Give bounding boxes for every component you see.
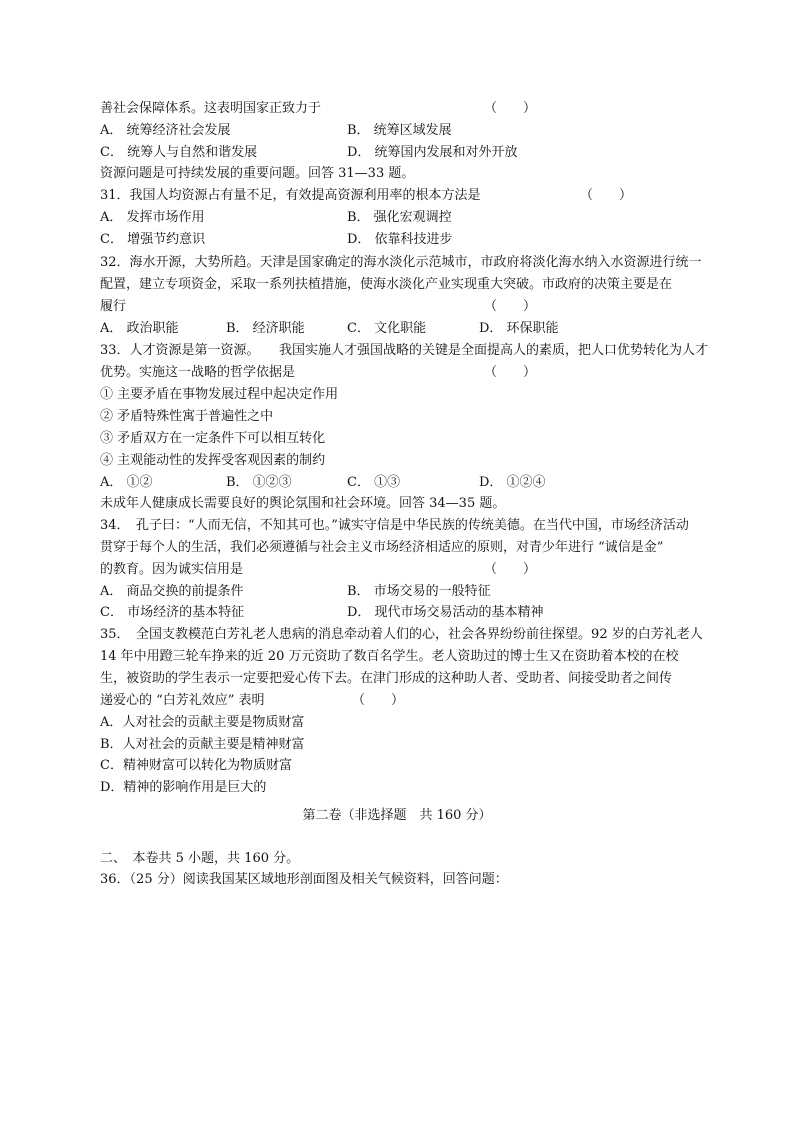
q33-option-b: B． ①②③ (226, 475, 292, 490)
q34-option-d: D． 现代市场交易活动的基本精神 (347, 605, 544, 620)
q32-stem-line2: 配置，建立专项资金，采取一系列扶植措施，使海水淡化产业实现重大突破。市政府的决策主要是在 (100, 277, 673, 292)
q32-answer-paren: （ ） (484, 299, 537, 314)
q32-option-b: B． 经济职能 (226, 321, 305, 336)
q31-stem: 31．我国人均资源占有量不足，有效提高资源利用率的根本方法是 (100, 188, 481, 203)
q30-option-b: B． 统筹区域发展 (347, 123, 452, 138)
q32-option-c: C． 文化职能 (347, 321, 427, 336)
q33-item-3: ③ 矛盾双方在一定条件下可以相互转化 (100, 431, 326, 446)
group-intro-31-33: 资源问题是可持续发展的重要问题。回答 31—33 题。 (100, 166, 415, 181)
q36-stem: 36．（25 分）阅读我国某区域地形剖面图及相关气候资料，回答问题： (100, 872, 508, 887)
q31-option-a: A． 发挥市场作用 (100, 210, 205, 225)
q31-option-b: B． 强化宏观调控 (347, 210, 452, 225)
q35-stem-line1: 35． 全国支教模范白芳礼老人患病的消息牵动着人们的心，社会各界纷纷前往探望。92 岁的白芳礼老人 (100, 627, 703, 642)
q32-option-a: A． 政治职能 (100, 321, 179, 336)
q34-answer-paren: （ ） (484, 562, 537, 577)
q35-stem-line4: 递爱心的 “白芳礼效应” 表明 (100, 693, 265, 708)
q34-stem-line1: 34． 孔子曰：“人而无信，不知其可也。”诚实守信是中华民族的传统美德。在当代中国，市场经济活动 (100, 518, 689, 533)
q34-option-b: B． 市场交易的一般特征 (347, 584, 491, 599)
q33-answer-paren: （ ） (484, 365, 537, 380)
q30-stem-continuation: 善社会保障体系。这表明国家正致力于 (100, 101, 322, 116)
q32-stem-line1: 32．海水开源，大势所趋。天津是国家确定的海水淡化示范城市，市政府将淡化海水纳入水资源进行统一 (100, 255, 702, 270)
part2-intro: 二、 本卷共 5 小题，共 160 分。 (100, 851, 300, 866)
q31-option-d: D． 依靠科技进步 (347, 232, 453, 247)
q30-option-c: C． 统筹人与自然和谐发展 (100, 145, 258, 160)
q35-option-c: C．精神财富可以转化为物质财富 (100, 758, 292, 773)
q35-option-d: D．精神的影响作用是巨大的 (100, 780, 267, 795)
q31-option-c: C． 增强节约意识 (100, 232, 206, 247)
q32-option-d: D． 环保职能 (479, 321, 559, 336)
q33-option-c: C． ①③ (347, 475, 401, 490)
part2-title: 第二卷（非选择题 共 160 分） (302, 808, 492, 823)
q34-stem-line3: 的教育。因为诚实信用是 (100, 562, 244, 577)
q33-option-d: D． ①②④ (479, 475, 546, 490)
q33-item-1: ① 主要矛盾在事物发展过程中起决定作用 (100, 387, 339, 402)
q33-stem-line2: 优势。实施这一战略的哲学依据是 (100, 365, 296, 380)
q32-stem-line3: 履行 (100, 299, 127, 314)
q34-stem-line2: 贯穿于每个人的生活，我们必须遵循与社会主义市场经济相适应的原则，对青少年进行 “诚信是金” (100, 540, 664, 555)
group-intro-34-35: 未成年人健康成长需要良好的舆论氛围和社会环境。回答 34—35 题。 (100, 496, 506, 511)
q35-option-a: A．人对社会的贡献主要是物质财富 (100, 715, 305, 730)
q33-stem-line1: 33．人才资源是第一资源。 我国实施人才强国战略的关键是全面提高人的素质，把人口优势转化为人才 (100, 343, 709, 358)
q33-option-a: A． ①② (100, 475, 153, 490)
q35-stem-line3: 生，被资助的学生表示一定要把爱心传下去。在津门形成的这种助人者、受助者、间接受助者之间传 (100, 671, 673, 686)
q33-item-4: ④ 主观能动性的发挥受客观因素的制约 (100, 453, 326, 468)
q34-option-c: C． 市场经济的基本特征 (100, 605, 245, 620)
q31-answer-paren: （ ） (580, 188, 633, 203)
q35-answer-paren: （ ） (352, 693, 405, 708)
q35-stem-line2: 14 年中用蹬三轮车挣来的近 20 万元资助了数百名学生。老人资助过的博士生又在资助着本校的在校 (100, 649, 679, 664)
q35-option-b: B．人对社会的贡献主要是精神财富 (100, 737, 305, 752)
q30-answer-paren: （ ） (484, 101, 537, 116)
q33-item-2: ② 矛盾特殊性寓于普遍性之中 (100, 409, 274, 424)
q30-option-a: A． 统筹经济社会发展 (100, 123, 231, 138)
q34-option-a: A． 商品交换的前提条件 (100, 584, 244, 599)
q30-option-d: D． 统筹国内发展和对外开放 (347, 145, 518, 160)
